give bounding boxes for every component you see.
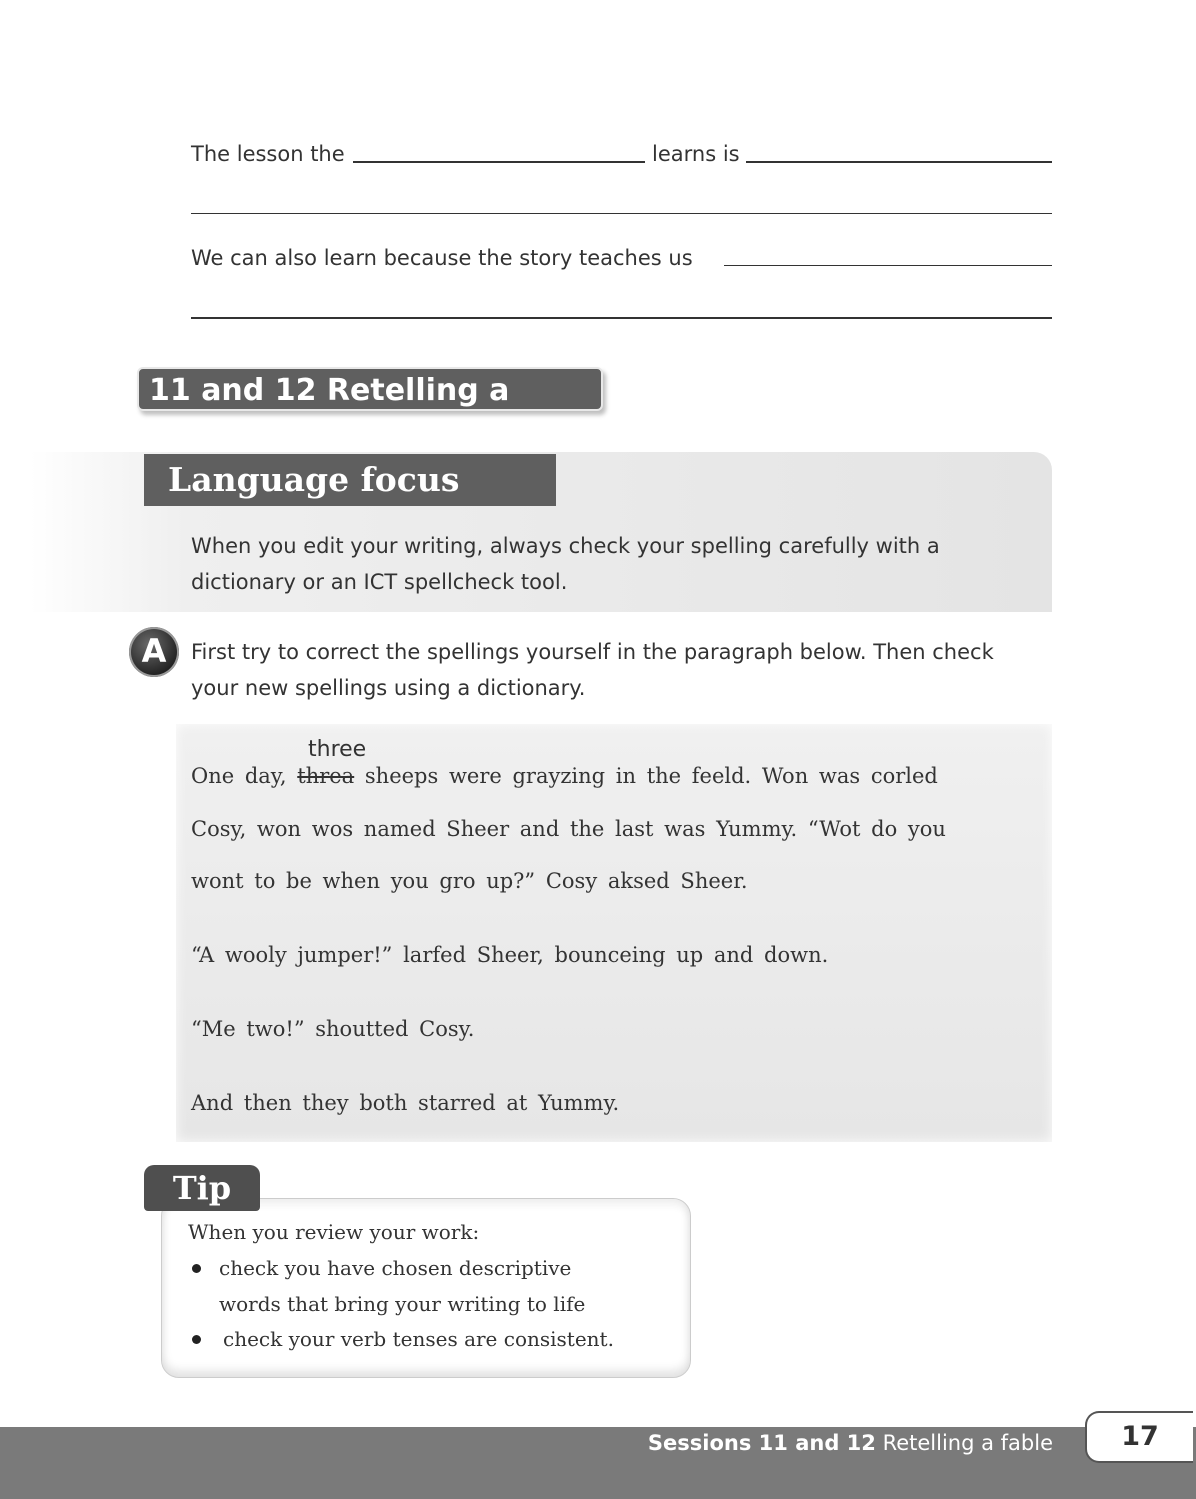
answer-blank-teaches[interactable] [724,265,1052,266]
paragraph-line-2: Cosy, won wos named Sheer and the last was Yummy. “Wot do you [191,817,946,841]
page-number: 17 [1085,1411,1193,1463]
footer-session-bold: Sessions 11 and 12 [647,1431,876,1455]
fill-in-prompt-2: We can also learn because the story teaches us [191,246,693,270]
paragraph-line-1-prefix: One day, [191,764,287,788]
answer-blank-character[interactable] [353,161,645,163]
paragraph-line-1-rest: sheeps were grayzing in the feeld. Won was corled [364,764,938,788]
paragraph-line-5: “Me two!” shoutted Cosy. [191,1017,475,1041]
footer-session-rest: Retelling a fable [875,1431,1053,1455]
handwritten-correction: three [308,737,367,762]
paragraph-line-1 [191,764,938,788]
language-focus-line-1: When you edit your writing, always check your spelling carefully with a [191,534,940,558]
tip-bullet-2: check your verb tenses are consistent. [223,1327,614,1351]
tip-bullet-1-line-2: words that bring your writing to life [219,1292,586,1316]
struck-word: threa [297,764,355,788]
prompt-text-learns: learns is [652,142,740,166]
paragraph-line-3: wont to be when you gro up?” Cosy aksed Sheer. [191,869,748,893]
activity-a-line-1: First try to correct the spellings yourself in the paragraph below. Then check [191,640,994,664]
answer-line-continuation-1[interactable] [191,213,1052,214]
paragraph-line-6: And then they both starred at Yummy. [191,1091,620,1115]
activity-a-badge: A [129,627,179,677]
fill-in-prompt-1 [191,142,345,166]
language-focus-text [191,528,1011,600]
tip-heading: Tip [144,1165,260,1211]
answer-blank-lesson[interactable] [746,161,1052,163]
bullet-icon [192,1335,201,1344]
tip-bullet-1-line-1: check you have chosen descriptive [219,1256,572,1280]
paragraph-line-4: “A wooly jumper!” larfed Sheer, bounceing up and down. [191,943,829,967]
section-title: 11 and 12 Retelling a fable [137,367,603,411]
language-focus-heading: Language focus [144,454,556,506]
tip-intro: When you review your work: [188,1220,480,1244]
answer-line-continuation-2[interactable] [191,317,1052,319]
activity-a-line-2: your new spellings using a dictionary. [191,676,586,700]
prompt-text: The lesson the [191,142,345,166]
language-focus-line-2: dictionary or an ICT spellcheck tool. [191,570,568,594]
footer-session-label [648,1429,1053,1457]
bullet-icon [192,1264,201,1273]
activity-a-instructions [191,634,1031,706]
